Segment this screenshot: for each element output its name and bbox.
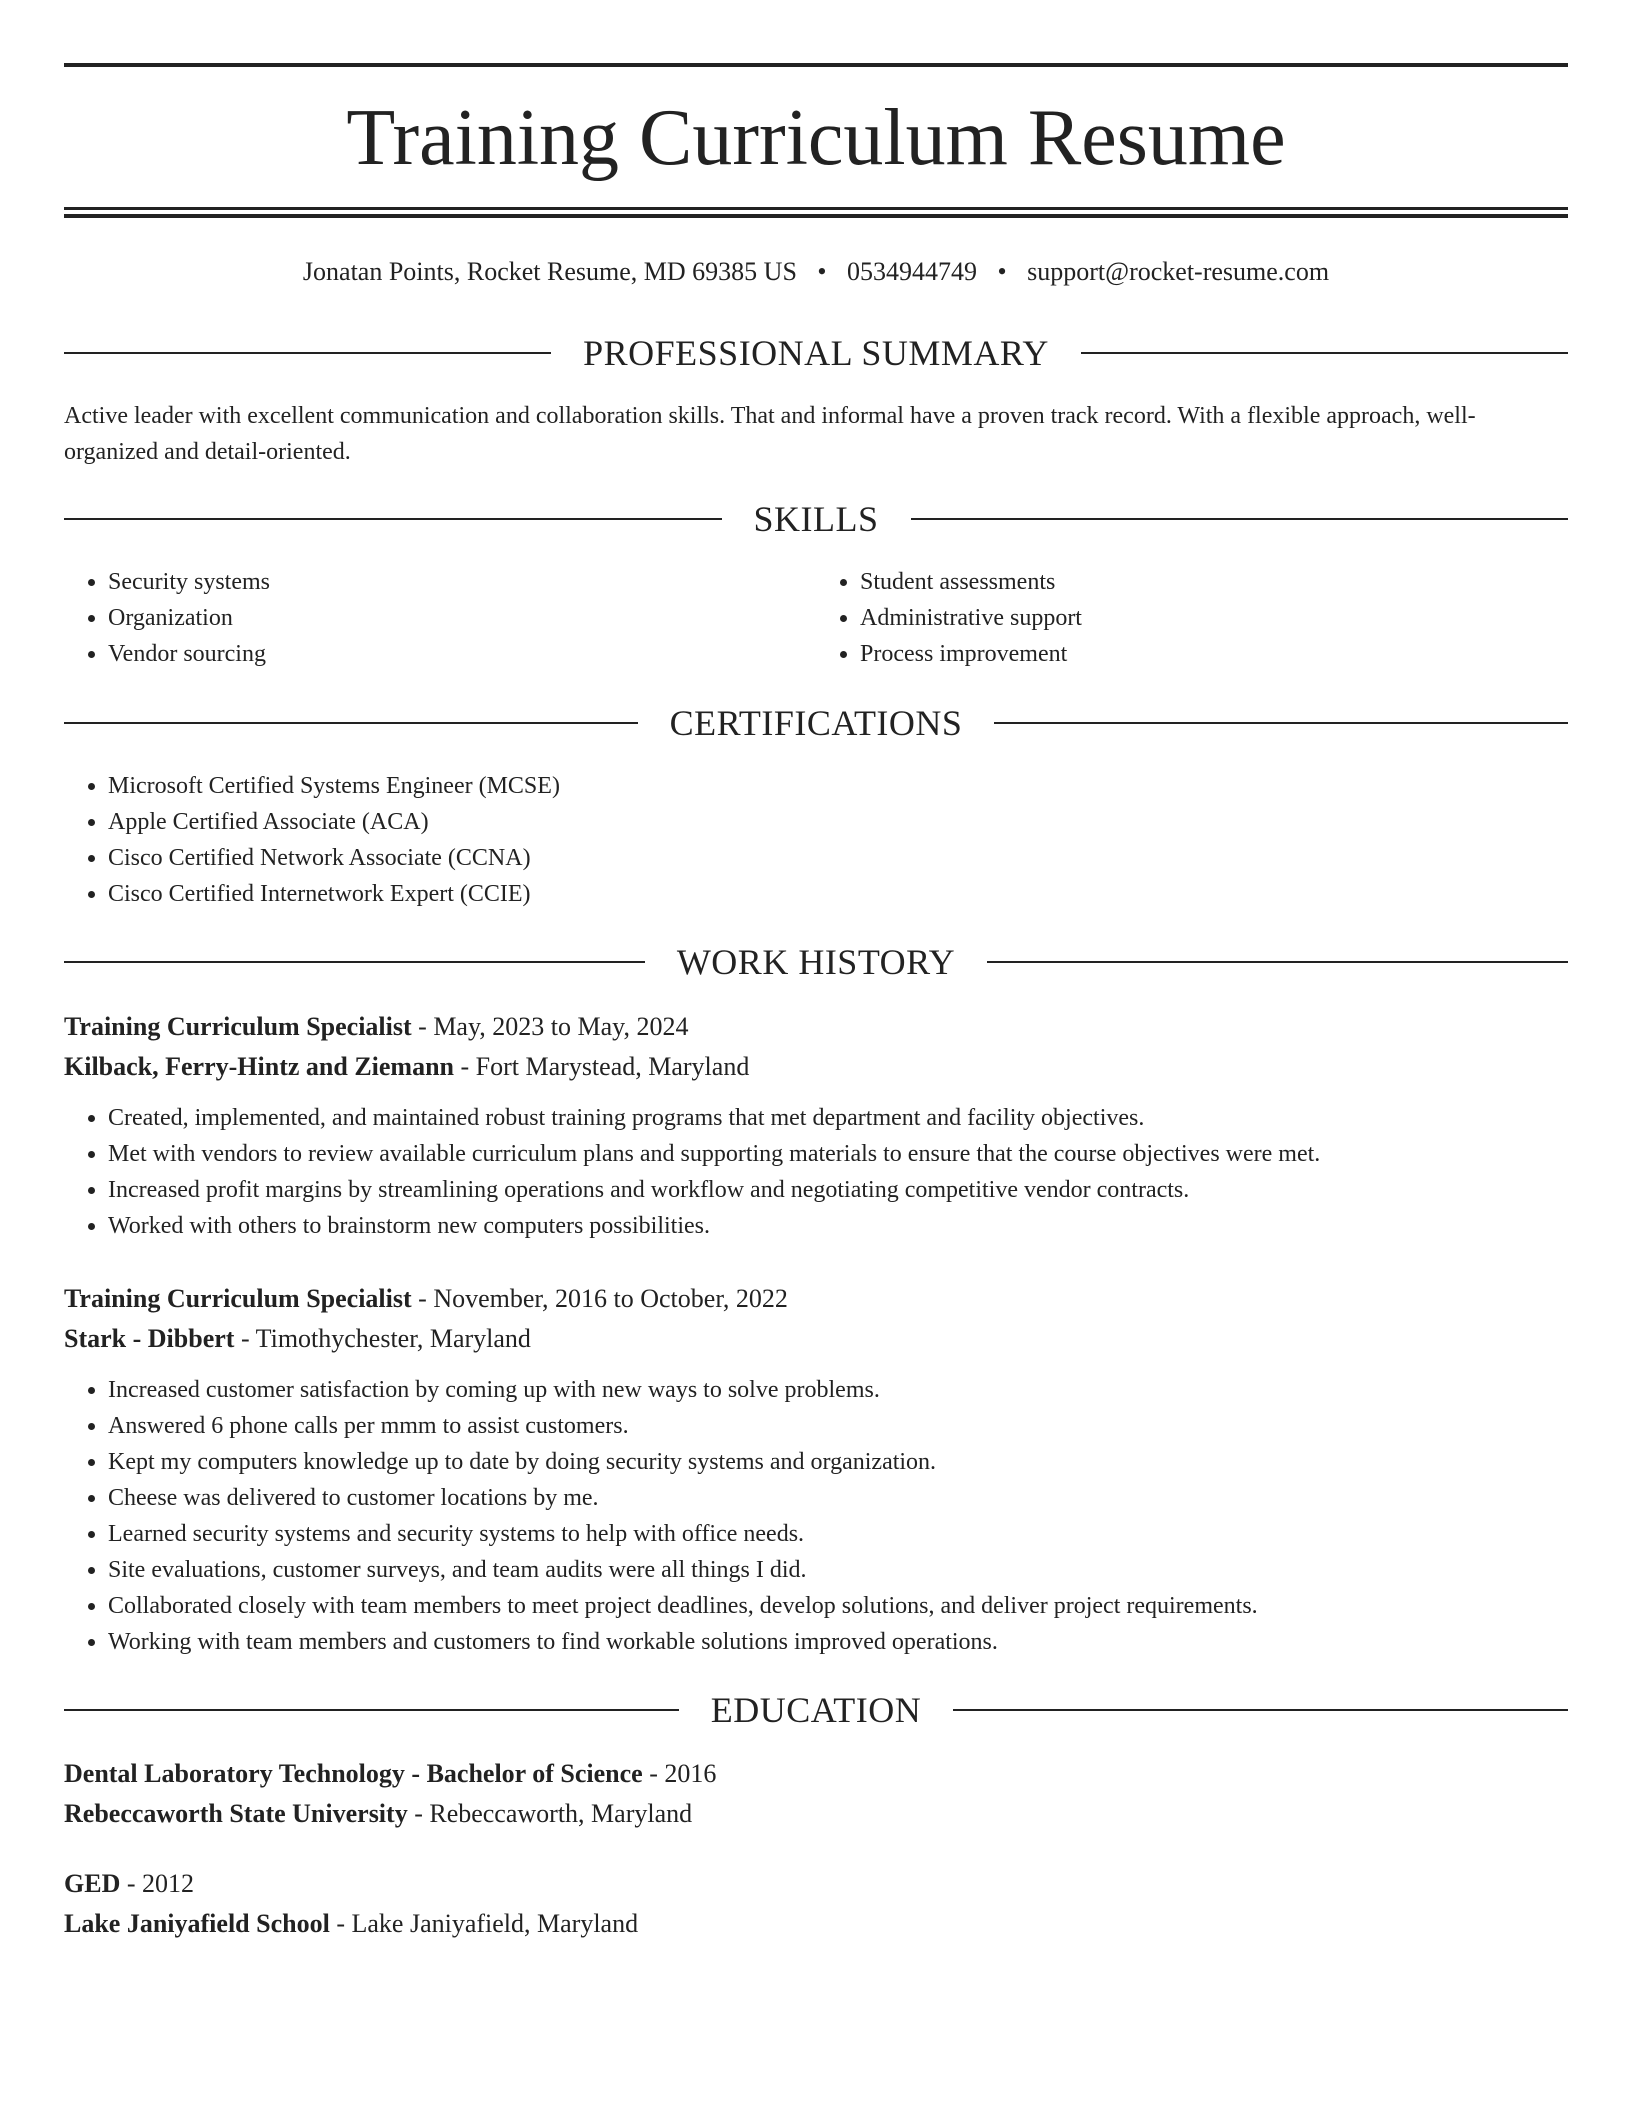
job-duty-item: • Kept my computers knowledge up to date by doing security systems and organization.	[108, 1444, 1568, 1480]
contact-line	[64, 252, 1568, 292]
heading-rule	[994, 722, 1568, 724]
skills-list	[64, 564, 1568, 672]
job-duty-item: • Met with vendors to review available curriculum plans and supporting materials to ensure that the course objectives were met.	[108, 1136, 1568, 1172]
contact-phone: 0534944749	[847, 257, 978, 286]
section-title: SKILLS	[753, 499, 879, 539]
job-duties-list	[64, 1100, 1568, 1244]
section-title: EDUCATION	[710, 1690, 922, 1730]
education-school: Lake Janiyafield School	[64, 1909, 330, 1938]
job-title-line	[64, 1279, 1568, 1319]
education-degree: GED	[64, 1869, 121, 1898]
certifications-list	[64, 768, 1568, 912]
section-heading-skills	[64, 494, 1568, 544]
job-dates: - May, 2023 to May, 2024	[411, 1012, 689, 1041]
skill-item: • Student assessments	[860, 564, 1568, 600]
section-title: PROFESSIONAL SUMMARY	[583, 333, 1049, 373]
education-entry	[64, 1754, 1568, 1834]
job-company-line	[64, 1047, 1568, 1087]
job-duties-list	[64, 1372, 1568, 1660]
job-duty-item: • Collaborated closely with team members to meet project deadlines, develop solutions, and deliver project requirements.	[108, 1588, 1568, 1624]
heading-rule	[987, 961, 1568, 963]
heading-rule	[911, 518, 1569, 520]
section-title: WORK HISTORY	[676, 942, 956, 982]
education-year: - 2016	[642, 1759, 717, 1788]
job-duty-item: • Cheese was delivered to customer locations by me.	[108, 1480, 1568, 1516]
job-company-line	[64, 1319, 1568, 1359]
education-location: - Rebeccaworth, Maryland	[407, 1799, 693, 1828]
education-school: Rebeccaworth State University	[64, 1799, 408, 1828]
job-duty-item: • Worked with others to brainstorm new computers possibilities.	[108, 1208, 1568, 1244]
contact-separator: •	[997, 257, 1007, 286]
heading-rule	[953, 1709, 1568, 1711]
section-heading-education	[64, 1685, 1568, 1735]
skill-item: • Organization	[108, 600, 816, 636]
certification-item: • Apple Certified Associate (ACA)	[108, 804, 1568, 840]
summary-text: Active leader with excellent communication and collaboration skills. That and informal have a proven track record. With a flexible approach, well-organized and detail-oriented.	[64, 403, 1476, 465]
top-divider	[64, 63, 1568, 67]
section-heading-summary	[64, 328, 1568, 378]
skill-item: • Vendor sourcing	[108, 636, 816, 672]
education-entry	[64, 1864, 1568, 1944]
education-year: - 2012	[120, 1869, 195, 1898]
job-company: Kilback, Ferry-Hintz and Ziemann	[64, 1052, 454, 1081]
section-heading-certifications	[64, 698, 1568, 748]
job-duty-item: • Increased profit margins by streamlining operations and workflow and negotiating competitive vendor contracts.	[108, 1172, 1568, 1208]
job-duty-item: • Learned security systems and security systems to help with office needs.	[108, 1516, 1568, 1552]
skill-item: • Administrative support	[860, 600, 1568, 636]
section-title: CERTIFICATIONS	[669, 703, 963, 743]
job-title: Training Curriculum Specialist	[64, 1012, 412, 1041]
skills-column-right	[816, 564, 1568, 672]
skill-item: • Process improvement	[860, 636, 1568, 672]
resume-title: Training Curriculum Resume	[346, 94, 1286, 182]
job-entry-header	[64, 1007, 1568, 1087]
contact-separator: •	[817, 257, 827, 286]
job-title-line	[64, 1007, 1568, 1047]
skills-column-left	[64, 564, 816, 672]
section-heading-work-history	[64, 937, 1568, 987]
heading-rule	[64, 352, 551, 354]
job-dates: - November, 2016 to October, 2022	[411, 1284, 788, 1313]
job-duty-item: • Answered 6 phone calls per mmm to assist customers.	[108, 1408, 1568, 1444]
job-company: Stark - Dibbert	[64, 1324, 235, 1353]
job-duty-item: • Working with team members and customers to find workable solutions improved operations.	[108, 1624, 1568, 1660]
heading-rule	[64, 518, 722, 520]
job-title: Training Curriculum Specialist	[64, 1284, 412, 1313]
heading-rule	[64, 961, 645, 963]
job-location: - Fort Marystead, Maryland	[454, 1052, 750, 1081]
certification-item: • Cisco Certified Internetwork Expert (CCIE)	[108, 876, 1568, 912]
certification-item: • Microsoft Certified Systems Engineer (MCSE)	[108, 768, 1568, 804]
job-entry-header	[64, 1279, 1568, 1359]
heading-rule	[64, 1709, 679, 1711]
job-duty-item: • Increased customer satisfaction by coming up with new ways to solve problems.	[108, 1372, 1568, 1408]
heading-rule	[64, 722, 638, 724]
skill-item: • Security systems	[108, 564, 816, 600]
education-degree-line	[64, 1864, 1568, 1904]
education-school-line	[64, 1794, 1568, 1834]
job-duty-item: • Site evaluations, customer surveys, and team audits were all things I did.	[108, 1552, 1568, 1588]
heading-rule	[1081, 352, 1568, 354]
job-location: - Timothychester, Maryland	[234, 1324, 531, 1353]
job-duty-item: • Created, implemented, and maintained robust training programs that met department and facility objectives.	[108, 1100, 1568, 1136]
title-double-divider	[64, 207, 1568, 218]
certification-item: • Cisco Certified Network Associate (CCNA)	[108, 840, 1568, 876]
education-degree-line	[64, 1754, 1568, 1794]
education-degree: Dental Laboratory Technology - Bachelor of Science	[64, 1759, 643, 1788]
education-school-line	[64, 1904, 1568, 1944]
education-location: - Lake Janiyafield, Maryland	[329, 1909, 639, 1938]
contact-address: Jonatan Points, Rocket Resume, MD 69385 US	[302, 257, 797, 286]
contact-email: support@rocket-resume.com	[1027, 257, 1330, 286]
